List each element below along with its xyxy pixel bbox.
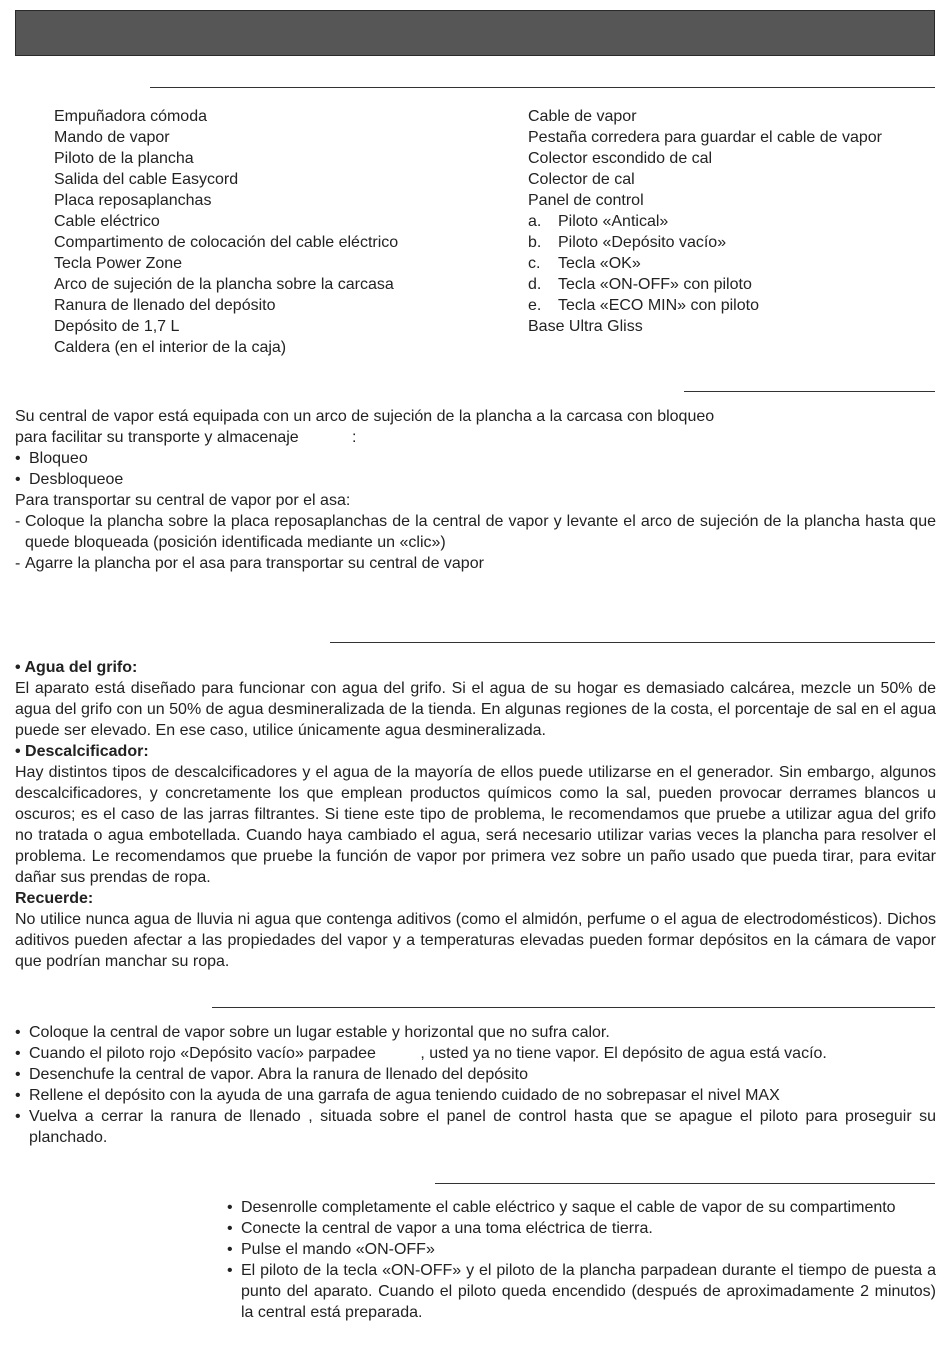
remember-title: Recuerde: bbox=[15, 890, 94, 907]
tap-water-title: Agua del grifo: bbox=[24, 659, 138, 676]
item-text: Tecla «OK» bbox=[558, 255, 641, 272]
filling-step: • Rellene el depósito con la ayuda de una garrafa de agua teniendo cuidado de no sobrepasar el nivel MAX bbox=[15, 1085, 936, 1106]
water-section bbox=[15, 657, 936, 972]
header-bar bbox=[15, 10, 935, 56]
remember-text: No utilice nunca agua de lluvia ni agua que contenga aditivos (como el almidón, perfume o el agua de electrodomésticos). Dichos aditivos pueden afectar a las propiedades del vapor y a temperaturas elevadas pueden formar depósitos en la cámara de vapor que podrían manchar su ropa. bbox=[15, 911, 936, 970]
unlock-item: • Desbloqueoe bbox=[15, 469, 936, 490]
part-item: Cable de vapor bbox=[528, 108, 637, 125]
filling-step: • Vuelva a cerrar la ranura de llenado , situada sobre el panel de control hasta que se apague el piloto para proseguir su planchado. bbox=[15, 1106, 936, 1148]
part-item: Panel de control bbox=[528, 192, 644, 209]
filling-step: • Coloque la central de vapor sobre un lugar estable y horizontal que no sufra calor. bbox=[15, 1022, 936, 1043]
part-item: Salida del cable Easycord bbox=[54, 171, 239, 188]
startup-step: • El piloto de la tecla «ON-OFF» y el piloto de la plancha parpadean durante el tiempo de puesta a punto del aparato. Cuando el piloto queda encendido (después de aproximadamente 2 minutos) la central está preparada. bbox=[227, 1260, 936, 1323]
control-panel-item bbox=[528, 274, 938, 295]
lock-item: • Bloqueo bbox=[15, 448, 936, 469]
part-item: Cable eléctrico bbox=[54, 213, 160, 230]
item-letter: c. bbox=[528, 255, 541, 272]
item-letter: e. bbox=[528, 297, 542, 314]
item-letter: d. bbox=[528, 276, 542, 293]
filling-step: • Desenchufe la central de vapor. Abra la ranura de llenado del depósito bbox=[15, 1064, 936, 1085]
transport-handle-intro: Para transportar su central de vapor por el asa: bbox=[15, 492, 351, 509]
startup-step: • Desenrolle completamente el cable eléctrico y saque el cable de vapor de su compartimento bbox=[227, 1197, 936, 1218]
item-letter: a. bbox=[528, 213, 542, 230]
item-text: Piloto «Depósito vacío» bbox=[558, 234, 727, 251]
transport-section bbox=[15, 406, 936, 574]
filling-step: • Cuando el piloto rojo «Depósito vacío» parpadee , usted ya no tiene vapor. El depósito de agua está vacío. bbox=[15, 1043, 936, 1064]
part-item: Mando de vapor bbox=[54, 129, 170, 146]
part-item: Base Ultra Gliss bbox=[528, 318, 643, 335]
softener-text: Hay distintos tipos de descalcificadores y el agua de la mayoría de ellos puede utilizarse en el generador. Sin embargo, algunos descalcificadores, y concretamente los que emplean productos químicos como la sal, pueden provocar derrames blancos u oscuros; es el caso de las jarras filtrantes. Si tiene este tipo de problema, le recomendamos que pruebe a utilizar agua del grifo no tratada o agua embotellada. Cuando haya cambiado el agua, será necesario utilizar varias veces la plancha para resolver el problema. Le recomendamos que pruebe la función de vapor por primera vez sobre un paño usado que pueda tirar, para evitar dañar sus prendas de ropa. bbox=[15, 764, 936, 886]
tap-water-heading: • Agua del grifo: bbox=[15, 659, 138, 676]
startup-step: • Conecte la central de vapor a una toma eléctrica de tierra. bbox=[227, 1218, 936, 1239]
part-item: Placa reposaplanchas bbox=[54, 192, 212, 209]
transport-intro-1: Su central de vapor está equipada con un arco de sujeción de la plancha a la carcasa con bloqueo bbox=[15, 408, 715, 425]
parts-list-left bbox=[54, 106, 504, 358]
parts-list-right bbox=[528, 106, 938, 337]
part-item: Depósito de 1,7 L bbox=[54, 318, 180, 335]
softener-title: Descalcificador: bbox=[25, 743, 149, 760]
transport-intro-2: para facilitar su transporte y almacenaje : bbox=[15, 429, 357, 446]
item-text: Tecla «ECO MIN» con piloto bbox=[558, 297, 759, 314]
tap-water-text: El aparato está diseñado para funcionar con agua del grifo. Si el agua de su hogar es demasiado calcárea, mezcle un 50% de agua del grifo con un 50% de agua desmineralizada de la tienda. En algunas regiones de la costa, el porcentaje de sal en el agua puede ser elevado. En ese caso, utilice únicamente agua desmineralizada. bbox=[15, 680, 936, 739]
transport-step: - Agarre la plancha por el asa para transportar su central de vapor bbox=[15, 553, 936, 574]
startup-section bbox=[227, 1197, 936, 1323]
control-panel-item bbox=[528, 295, 938, 316]
part-item: Tecla Power Zone bbox=[54, 255, 183, 272]
startup-step: • Pulse el mando «ON-OFF» bbox=[227, 1239, 936, 1260]
part-item: Empuñadora cómoda bbox=[54, 108, 207, 125]
softener-heading: • Descalcificador: bbox=[15, 743, 149, 760]
section-rule-startup bbox=[435, 1183, 935, 1184]
section-rule-transport bbox=[684, 391, 935, 392]
transport-step: - Coloque la plancha sobre la placa reposaplanchas de la central de vapor y levante el arco de sujeción de la plancha hasta que quede bloqueada (posición identificada mediante un «clic») bbox=[15, 511, 936, 553]
part-item: Compartimento de colocación del cable eléctrico bbox=[54, 234, 399, 251]
section-rule-parts bbox=[150, 87, 935, 88]
part-item: Caldera (en el interior de la caja) bbox=[54, 339, 287, 356]
section-rule-filling bbox=[212, 1007, 935, 1008]
control-panel-item bbox=[528, 232, 938, 253]
part-item: Arco de sujeción de la plancha sobre la carcasa bbox=[54, 276, 394, 293]
item-letter: b. bbox=[528, 234, 542, 251]
section-rule-water bbox=[330, 642, 935, 643]
filling-section bbox=[15, 1022, 936, 1148]
control-panel-item bbox=[528, 211, 938, 232]
part-item: Colector escondido de cal bbox=[528, 150, 713, 167]
item-text: Piloto «Antical» bbox=[558, 213, 669, 230]
part-item: Colector de cal bbox=[528, 171, 635, 188]
part-item: Ranura de llenado del depósito bbox=[54, 297, 276, 314]
item-text: Tecla «ON-OFF» con piloto bbox=[558, 276, 752, 293]
part-item: Pestaña corredera para guardar el cable de vapor bbox=[528, 129, 882, 146]
control-panel-item bbox=[528, 253, 938, 274]
part-item: Piloto de la plancha bbox=[54, 150, 194, 167]
